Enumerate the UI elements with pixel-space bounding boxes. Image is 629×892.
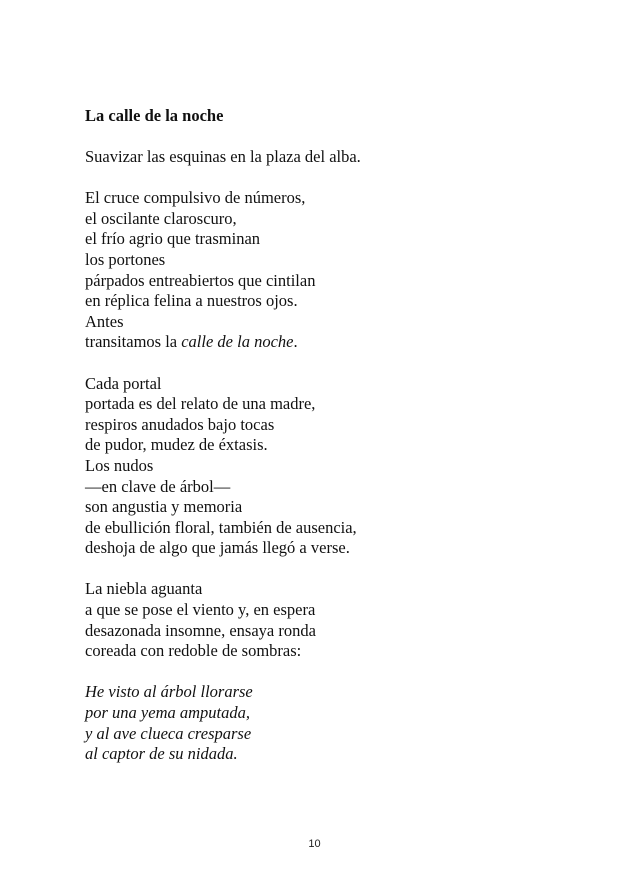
stanza-5-italic [85, 682, 585, 764]
poem-line: El cruce compulsivo de números, [85, 188, 306, 208]
poem-line: son angustia y memoria [85, 497, 243, 517]
italic-phrase: calle de la noche [181, 332, 294, 352]
poem-line: deshoja de algo que jamás llegó a verse. [85, 538, 350, 558]
poem-line: respiros anudados bajo tocas [85, 414, 275, 434]
page-number: 10 [308, 838, 321, 850]
poem-line: desazonada insomne, ensaya ronda [85, 620, 316, 640]
stanza-1 [85, 147, 585, 168]
stanza-2 [85, 188, 585, 353]
stanza-3 [85, 374, 585, 559]
poem-line: y al ave clueca cresparse [85, 723, 252, 743]
poem-line: al captor de su nidada. [85, 744, 238, 764]
poem-line [85, 332, 585, 353]
poem-line: Suavizar las esquinas en la plaza del alba. [85, 147, 361, 166]
poem-line: a que se pose el viento y, en espera [85, 600, 316, 620]
poem-line: Los nudos [85, 455, 154, 475]
poem-line: párpados entreabiertos que cintilan [85, 270, 316, 290]
poem-line: los portones [85, 249, 166, 269]
poem-line: el oscilante claroscuro, [85, 208, 237, 228]
poem-line: He visto al árbol llorarse [85, 682, 253, 702]
poem-body [85, 147, 585, 785]
poem-line: Antes [85, 311, 124, 331]
poem-line: La niebla aguanta [85, 579, 203, 599]
poem-line: —en clave de árbol— [85, 476, 231, 496]
poem-line: en réplica felina a nuestros ojos. [85, 291, 298, 311]
poem-title: La calle de la noche [85, 106, 224, 125]
poem-line: portada es del relato de una madre, [85, 394, 316, 414]
poem-line: por una yema amputada, [85, 703, 250, 723]
poem-line: de pudor, mudez de éxtasis. [85, 435, 268, 455]
poem-line: el frío agrio que trasminan [85, 229, 261, 249]
line-punctuation: . [293, 332, 298, 352]
line-text: transitamos la [85, 332, 182, 352]
poem-line: Cada portal [85, 373, 162, 393]
poem-line: de ebullición floral, también de ausencia, [85, 517, 357, 537]
poem-line: coreada con redoble de sombras: [85, 641, 302, 661]
stanza-4 [85, 579, 585, 661]
